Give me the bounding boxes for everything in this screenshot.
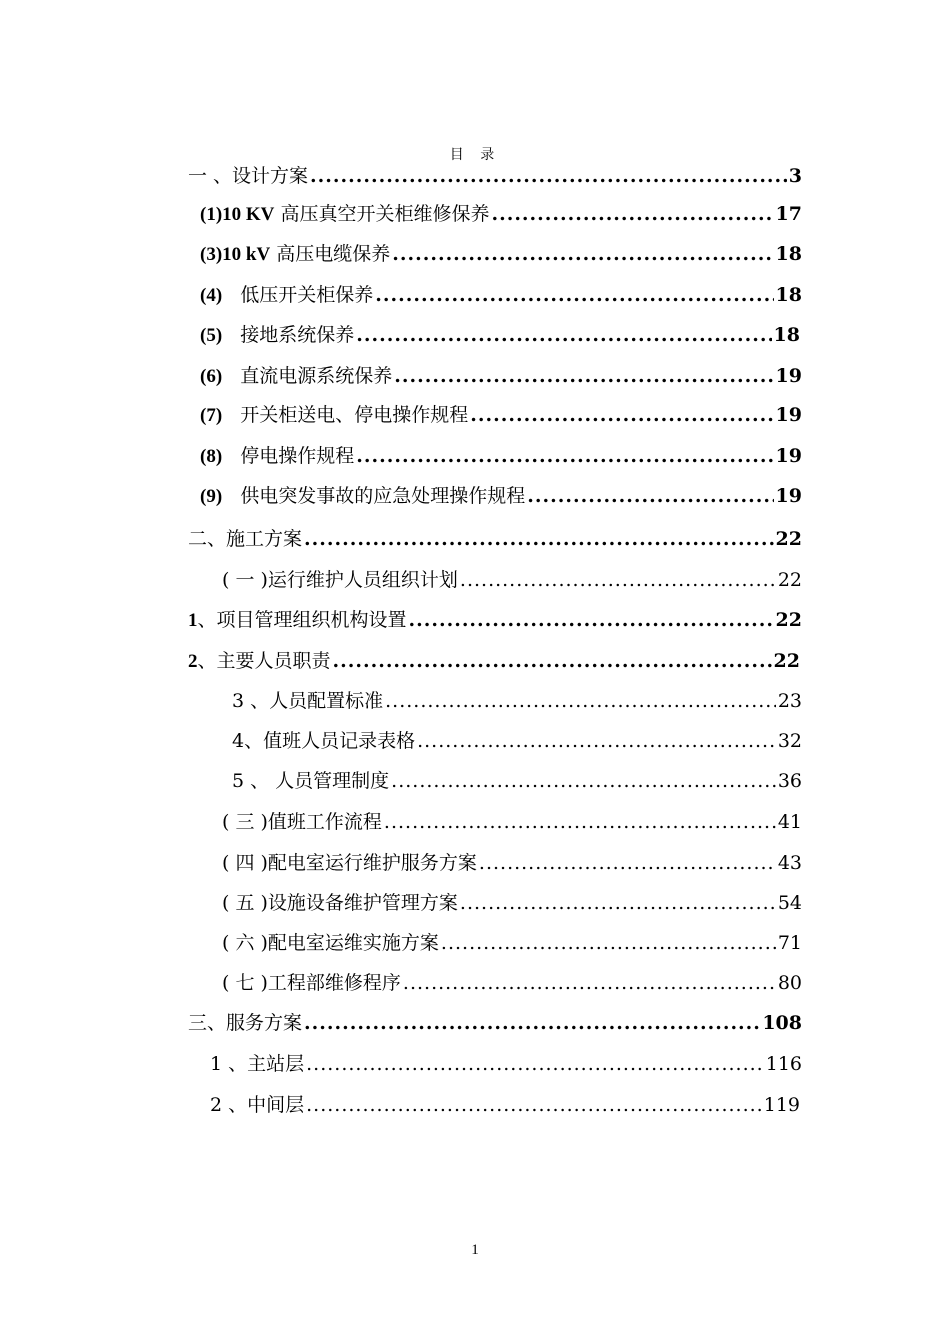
toc-leader: [527, 483, 773, 509]
toc-entry[interactable]: [200, 402, 802, 429]
toc-entry-label: 供电突发事故的应急处理操作规程: [240, 485, 526, 507]
toc-entry[interactable]: [222, 930, 802, 956]
toc-entry[interactable]: [200, 201, 802, 228]
toc-entry[interactable]: [222, 809, 802, 835]
toc-leader: [385, 688, 776, 714]
toc-leader: [460, 890, 776, 916]
toc-entry[interactable]: [200, 322, 800, 349]
toc-leader: [403, 970, 776, 996]
toc-entry-label: 1 、主站层: [210, 1053, 305, 1075]
toc-entry-label: 停电操作规程: [240, 445, 355, 467]
toc-leader: [306, 1092, 762, 1118]
toc-entry-label: ( 五 )设施设备维护管理方案: [222, 892, 458, 914]
toc-entry[interactable]: [232, 768, 802, 794]
toc-entry[interactable]: [200, 282, 802, 309]
toc-entry-label: 开关柜送电、停电操作规程: [240, 404, 469, 426]
toc-leader: [333, 648, 772, 674]
toc-leader: [409, 607, 774, 633]
toc-entry-page: 22: [775, 609, 802, 631]
toc-entry-page: 43: [777, 852, 802, 874]
toc-leader: [479, 850, 776, 876]
toc-entry-page: 19: [775, 404, 802, 426]
toc-entry[interactable]: [222, 890, 802, 916]
toc-entry[interactable]: [200, 363, 802, 390]
toc-entry-number: (4): [200, 285, 223, 306]
toc-entry-page: 36: [777, 770, 802, 792]
toc-leader: [356, 322, 771, 348]
toc-entry-page: 18: [775, 284, 802, 306]
toc-entry[interactable]: [232, 728, 802, 754]
toc-entry[interactable]: [222, 970, 802, 996]
toc-entry-page: 108: [762, 1012, 802, 1034]
toc-entry-label: 高压电缆保养: [276, 243, 391, 265]
toc-entry-number: 2: [188, 651, 198, 672]
toc-entry-number: (1)10 KV: [200, 204, 275, 225]
toc-entry-page: 54: [777, 892, 802, 914]
toc-entry-label: 5 、 人员管理制度: [232, 770, 390, 792]
toc-entry-number: (6): [200, 366, 223, 387]
toc-entry[interactable]: [200, 443, 802, 470]
toc-entry-label: 接地系统保养: [240, 324, 355, 346]
toc-entry-page: 3: [788, 165, 802, 187]
toc-leader: [491, 201, 773, 227]
toc-entry-page: 19: [775, 445, 802, 467]
toc-leader: [304, 526, 774, 552]
toc-entry-number: (8): [200, 446, 223, 467]
toc-entry-label: 三、服务方案: [188, 1012, 303, 1034]
toc-entry[interactable]: [200, 483, 802, 510]
toc-leader: [441, 930, 776, 956]
toc-entry-page: 19: [775, 485, 802, 507]
toc-entry-page: 19: [775, 365, 802, 387]
toc-entry-number: (3)10 kV: [200, 244, 271, 265]
toc-entry[interactable]: [210, 1051, 802, 1077]
toc-entry-label: 4、值班人员记录表格: [232, 730, 416, 752]
toc-entry-page: 116: [765, 1053, 802, 1075]
toc-leader: [392, 241, 773, 267]
toc-entry-label: ( 三 )值班工作流程: [222, 811, 382, 833]
toc-entry[interactable]: [188, 1010, 802, 1036]
toc-entry-page: 22: [773, 650, 800, 672]
toc-entry-page: 22: [775, 528, 802, 550]
toc-leader: [356, 443, 773, 469]
toc-entry-page: 119: [763, 1094, 800, 1116]
toc-entry-page: 23: [777, 690, 802, 712]
toc-entry[interactable]: [188, 163, 802, 189]
toc-entry-label: 高压真空开关柜维修保养: [280, 203, 490, 225]
toc-leader: [375, 282, 773, 308]
toc-entry-page: 32: [777, 730, 802, 752]
toc-leader: [460, 567, 776, 593]
toc-leader: [310, 163, 787, 189]
toc-leader: [391, 768, 776, 794]
toc-entry-number: 1: [188, 610, 198, 631]
toc-entry[interactable]: [210, 1092, 800, 1118]
toc-entry[interactable]: [222, 850, 802, 876]
toc-entry-number: (7): [200, 405, 223, 426]
toc-entry-label: ( 一 )运行维护人员组织计划: [222, 569, 458, 591]
toc-entry[interactable]: [188, 607, 802, 634]
toc-entry-label: 2 、中间层: [210, 1094, 305, 1116]
toc-entry-label: 3 、人员配置标准: [232, 690, 384, 712]
toc-entry[interactable]: [188, 526, 802, 552]
toc-entry-label: 直流电源系统保养: [240, 365, 393, 387]
toc-leader: [304, 1010, 760, 1036]
toc-entry-page: 80: [777, 972, 802, 994]
toc-entry-label: ( 六 )配电室运维实施方案: [222, 932, 439, 954]
toc-title: 目 录: [449, 147, 501, 163]
toc-entry[interactable]: [200, 241, 802, 268]
toc-entry-number: (9): [200, 486, 223, 507]
toc-entry-label: 一 、设计方案: [188, 165, 309, 187]
toc-leader: [470, 402, 773, 428]
toc-entry-page: 22: [777, 569, 802, 591]
toc-entry[interactable]: [188, 648, 800, 675]
toc-leader: [417, 728, 776, 754]
toc-entry-label: 低压开关柜保养: [240, 284, 374, 306]
toc-leader: [394, 363, 773, 389]
toc-leader: [384, 809, 776, 835]
toc-leader: [306, 1051, 764, 1077]
toc-entry-page: 18: [773, 324, 800, 346]
page-number: 1: [471, 1242, 479, 1258]
toc-entry-label: 、主要人员职责: [197, 650, 331, 672]
toc-entry-page: 18: [775, 243, 802, 265]
toc-entry-label: ( 四 )配电室运行维护服务方案: [222, 852, 477, 874]
toc-entry[interactable]: [222, 567, 802, 593]
toc-entry-page: 41: [777, 811, 802, 833]
toc-entry-number: (5): [200, 325, 223, 346]
toc-entry-label: 二、施工方案: [188, 528, 303, 550]
toc-entry-page: 71: [777, 932, 802, 954]
toc-entry-page: 17: [775, 203, 802, 225]
toc-entry[interactable]: [232, 688, 802, 714]
toc-entry-label: 、项目管理组织机构设置: [197, 609, 407, 631]
toc-entry-label: ( 七 )工程部维修程序: [222, 972, 401, 994]
